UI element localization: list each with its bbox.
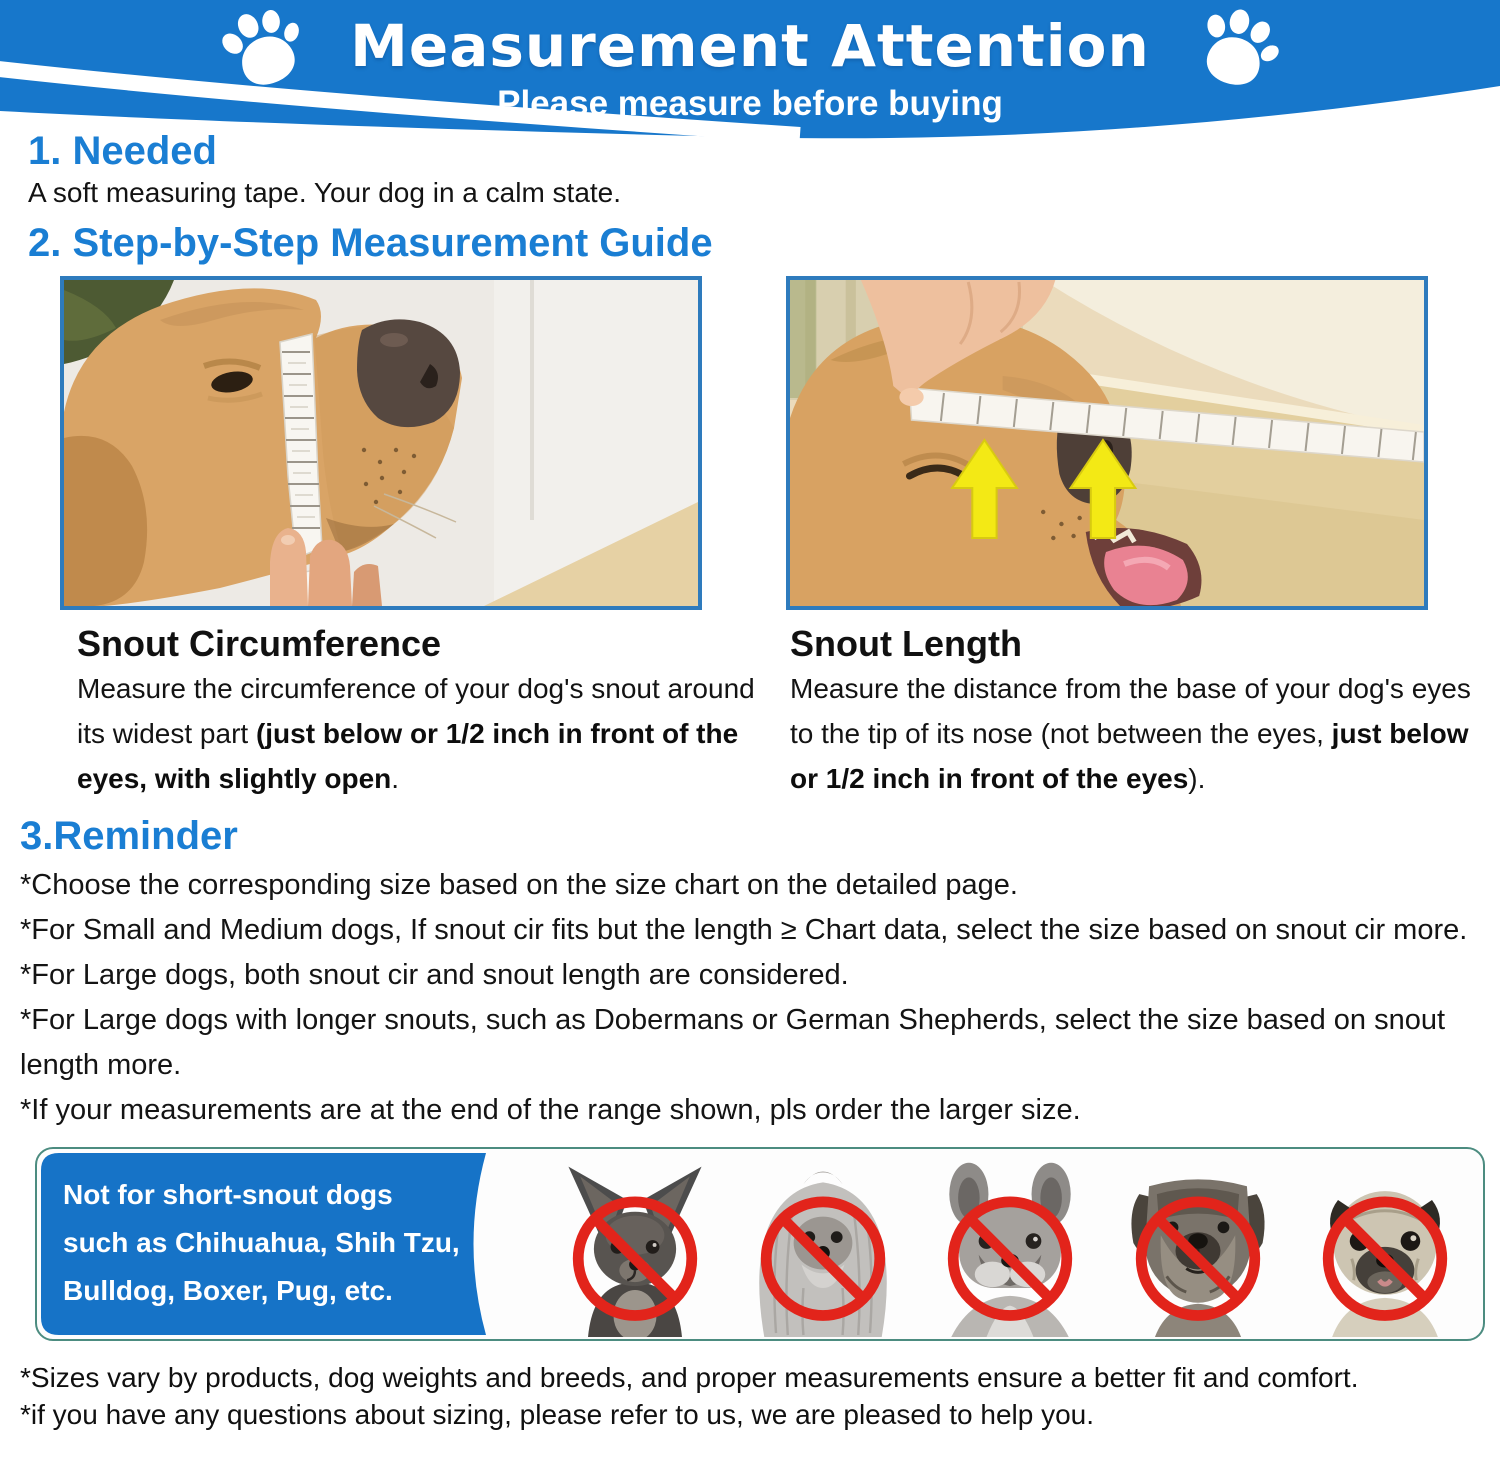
caption-description: Measure the distance from the base of your dog's eyes to the tip of its nose (not between the eyes, just below or 1/2 inch in front of the eyes).: [790, 673, 1471, 794]
reminder-item: *For Large dogs with longer snouts, such as Dobermans or German Shepherds, select the size based on snout length more.: [20, 1004, 1446, 1081]
banned-dogs-row: [545, 1151, 1475, 1337]
measurement-photos-row: [60, 276, 1500, 610]
caption-title: Snout Length: [790, 623, 1022, 664]
caption-description: Measure the circumference of your dog's snout around its widest part (just below or 1/2 inch in front of the eyes, with slightly open.: [77, 673, 755, 794]
step-captions-row: [0, 624, 1500, 801]
caption-snout-circumference: [77, 624, 767, 801]
section-heading-guide: 2. Step-by-Step Measurement Guide: [28, 221, 713, 265]
reminder-item: *For Small and Medium dogs, If snout cir fits but the length ≥ Chart data, select the size based on snout cir more.: [20, 914, 1468, 946]
caption-title: Snout Circumference: [77, 623, 442, 664]
photo-snout-circumference: [60, 276, 702, 610]
not-for-text: [63, 1171, 483, 1315]
reminder-item: *For Large dogs, both snout cir and snout length are considered.: [20, 959, 849, 991]
section-heading-needed: 1. Needed: [28, 129, 217, 173]
no-symbol-icon: [545, 1151, 725, 1337]
footer-note: *Sizes vary by products, dog weights and breeds, and proper measurements ensure a better fit and comfort.: [20, 1362, 1359, 1393]
header-banner: [0, 0, 1500, 123]
no-symbol-icon: [1295, 1151, 1475, 1337]
banner-subtitle: Please measure before buying: [497, 84, 1003, 123]
page-title: Measurement Attention: [350, 11, 1150, 80]
reminder-list: [20, 863, 1475, 1133]
footer-note: *if you have any questions about sizing, please refer to us, we are pleased to help you.: [20, 1399, 1095, 1430]
banned-dog-french-bulldog: [920, 1151, 1100, 1337]
dog-snout-length-illustration: [790, 280, 1424, 606]
photo-snout-length: [786, 276, 1428, 610]
no-symbol-icon: [733, 1151, 913, 1337]
banned-dog-shih-tzu: [733, 1151, 913, 1337]
not-for-short-snout-box: [35, 1147, 1485, 1341]
footer-notes: [20, 1359, 1485, 1433]
needed-body-text: A soft measuring tape. Your dog in a calm state.: [28, 177, 622, 208]
dog-snout-circumference-illustration: [64, 280, 698, 606]
no-symbol-icon: [1108, 1151, 1288, 1337]
no-symbol-icon: [920, 1151, 1100, 1337]
section-heading-reminder: 3.Reminder: [20, 814, 238, 858]
banned-dog-pug: [1295, 1151, 1475, 1337]
not-for-line: such as Chihuahua, Shih Tzu,: [63, 1227, 460, 1258]
banned-dog-mastiff: [1108, 1151, 1288, 1337]
caption-snout-length: [790, 624, 1490, 801]
reminder-item: *If your measurements are at the end of the range shown, pls order the larger size.: [20, 1094, 1081, 1126]
not-for-line: Not for short-snout dogs: [63, 1179, 393, 1210]
banner-content: [0, 0, 1500, 124]
banned-dog-chihuahua: [545, 1151, 725, 1337]
not-for-line: Bulldog, Boxer, Pug, etc.: [63, 1275, 393, 1306]
reminder-item: *Choose the corresponding size based on the size chart on the detailed page.: [20, 869, 1018, 901]
